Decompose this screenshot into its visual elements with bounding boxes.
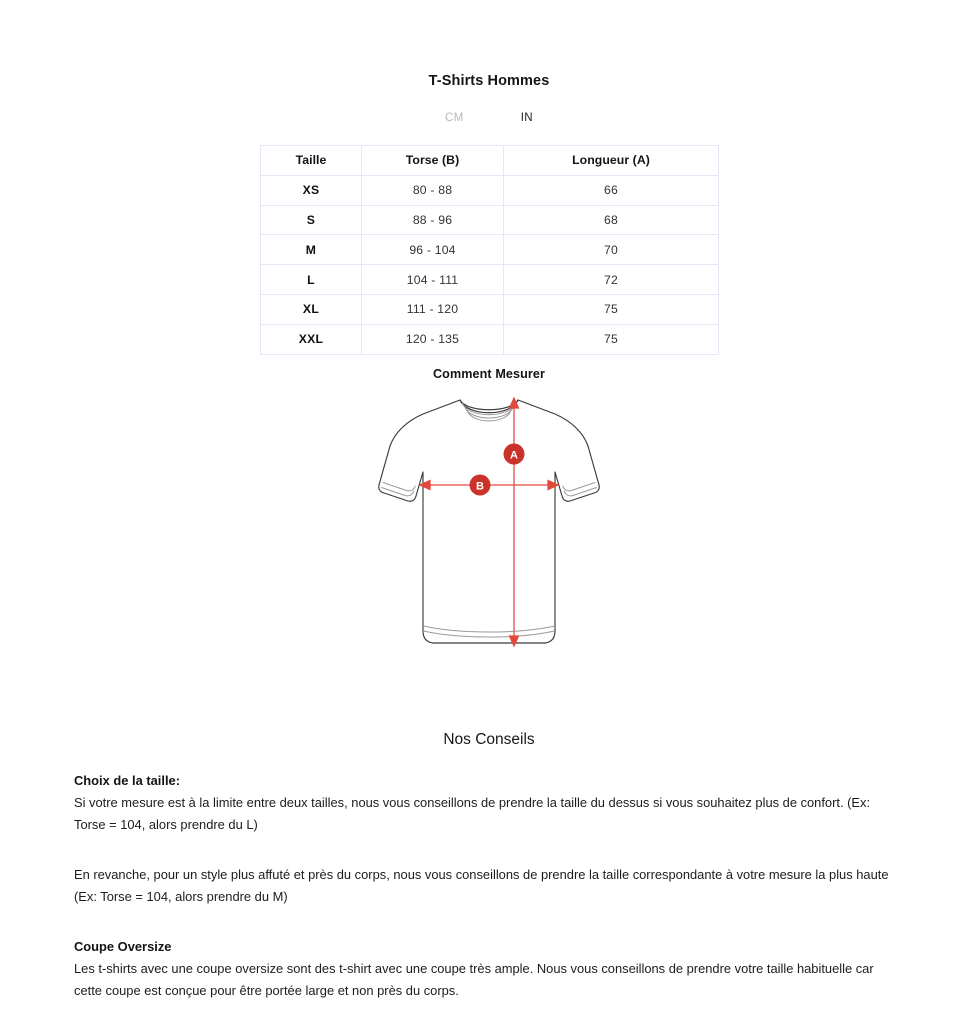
size-table-head [261,146,719,176]
advice-paragraph-size-choice: Si votre mesure est à la limite entre deux tailles, nous vous conseillons de prendre la taille du dessus si vous souhaitez plus de confort. (Ex: Torse = 104, alors prendre du L) [74,794,871,833]
badge-b-label: B [476,479,484,492]
badge-a-label: A [510,448,518,461]
size-table-body [261,175,719,354]
cell-size: L [261,265,362,295]
advice-heading-size-choice: Choix de la taille: [74,772,181,788]
unit-toggle [0,111,978,126]
cell-length: 75 [504,294,719,324]
table-row [261,175,719,205]
table-row [261,265,719,295]
advice-section-title: Nos Conseils [443,730,535,748]
cell-size: S [261,205,362,235]
column-header-size: Taille [261,146,362,176]
size-table-container [260,145,718,355]
measurement-arrows [420,398,558,646]
cell-size: M [261,235,362,265]
table-row [261,235,719,265]
advice-block-slim-fit [74,864,904,909]
cell-length: 66 [504,175,719,205]
table-row [261,324,719,354]
table-row [261,294,719,324]
cell-chest: 111 - 120 [362,294,504,324]
tshirt-diagram [359,388,619,668]
cell-size: XL [261,294,362,324]
cell-length: 72 [504,265,719,295]
column-header-chest: Torse (B) [362,146,504,176]
advice-block-size-choice [74,770,904,837]
advice-paragraph-oversize: Les t-shirts avec une coupe oversize sont des t-shirt avec une coupe très ample. Nous vous conseillons de prendre votre taille habituelle car cette coupe est conçue pour être portée large et non près du corps. [74,960,874,999]
cell-chest: 88 - 96 [362,205,504,235]
cell-chest: 80 - 88 [362,175,504,205]
cell-length: 70 [504,235,719,265]
cell-size: XS [261,175,362,205]
arrow-head-a-top [510,398,519,408]
arrow-head-b-right [548,480,558,489]
measurement-badges [470,443,525,495]
cell-length: 68 [504,205,719,235]
page-title: T-Shirts Hommes [428,73,550,89]
cell-chest: 120 - 135 [362,324,504,354]
arrow-head-b-left [420,480,430,489]
size-table [260,145,719,355]
advice-body [0,770,978,1003]
unit-option-in[interactable]: IN [520,112,533,124]
cell-chest: 96 - 104 [362,235,504,265]
advice-heading-oversize: Coupe Oversize [74,938,172,954]
cell-length: 75 [504,324,719,354]
arrow-head-a-bottom [510,636,519,646]
table-header-row [261,146,719,176]
advice-block-oversize [74,936,904,1003]
unit-option-cm[interactable]: CM [445,112,464,124]
tshirt-outline [379,400,600,643]
column-header-length: Longueur (A) [504,146,719,176]
table-row [261,205,719,235]
tshirt-bottom-hem-detail [424,626,555,637]
measure-section-title: Comment Mesurer [432,366,546,381]
cell-size: XXL [261,324,362,354]
cell-chest: 104 - 111 [362,265,504,295]
advice-paragraph-slim-fit: En revanche, pour un style plus affuté et près du corps, nous vous conseillons de prendre la taille correspondante à votre mesure la plus haute (Ex: Torse = 104, alors prendre du M) [74,866,889,905]
tshirt-diagram-container [0,388,978,668]
